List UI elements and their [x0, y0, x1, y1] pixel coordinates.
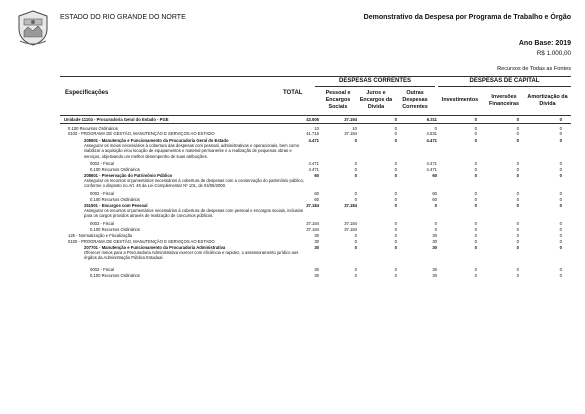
cell-interest: 0	[394, 167, 397, 172]
cell-investments: 0	[474, 131, 477, 136]
cell-financial: 0	[516, 161, 519, 166]
cell-interest: 0	[394, 203, 397, 208]
cell-personnel: 0	[354, 173, 357, 178]
cell-financial: 0	[516, 227, 519, 232]
cell-personnel: 0	[354, 239, 357, 244]
cell-personnel: 37.184	[344, 131, 357, 136]
cell-amortization: 0	[559, 173, 562, 178]
row-label: 0.100 Recursos Ordinários	[68, 126, 118, 131]
cell-other-current: 4.471	[426, 167, 437, 172]
cell-investments: 0	[474, 173, 477, 178]
cell-amortization: 0	[559, 221, 562, 226]
cell-financial: 0	[516, 245, 519, 250]
cell-amortization: 0	[559, 131, 562, 136]
cell-investments: 0	[474, 126, 477, 131]
cell-interest: 0	[394, 233, 397, 238]
cell-other-current: 30	[432, 239, 437, 244]
cell-amortization: 0	[559, 227, 562, 232]
unit-personnel: 37.194	[344, 117, 357, 122]
cell-personnel: 0	[354, 161, 357, 166]
cell-other-current: 0	[434, 126, 437, 131]
cell-amortization: 0	[559, 245, 562, 250]
report-title: Demonstrativo da Despesa por Programa de Trabalho e Órgão	[363, 14, 571, 21]
cell-personnel: 10	[352, 126, 357, 131]
cell-financial: 0	[516, 138, 519, 143]
cell-financial: 0	[516, 221, 519, 226]
cell-interest: 0	[394, 221, 397, 226]
row-label: 0.100 Recursos Ordinários	[90, 227, 140, 232]
cell-amortization: 0	[559, 167, 562, 172]
cell-investments: 0	[474, 221, 477, 226]
cell-other-current: 4.471	[426, 138, 437, 143]
group-rule-capital	[438, 86, 571, 87]
cell-other-current: 4.531	[426, 131, 437, 136]
cell-amortization: 0	[559, 273, 562, 278]
cell-investments: 0	[474, 138, 477, 143]
cell-total: 30	[314, 239, 319, 244]
cell-amortization: 0	[559, 191, 562, 196]
cell-amortization: 0	[559, 267, 562, 272]
row-label: 0002 - Fiscal	[90, 221, 114, 226]
cell-financial: 0	[516, 191, 519, 196]
group-rule-current	[315, 86, 435, 87]
cell-investments: 0	[474, 191, 477, 196]
action-description: Assegurar os meios necessários à cobertura das despesas com pessoal, administrativas e operacionais, bem como viabilizar a aquisição e/ou locação de equipamentos e material permanente e a realização de pequenas obras e serviços, objetivando um melhor desempenho de suas atribuições.	[84, 143, 300, 159]
cell-other-current: 4.471	[426, 161, 437, 166]
cell-financial: 0	[516, 197, 519, 202]
cell-personnel: 0	[354, 245, 357, 250]
cell-investments: 0	[474, 233, 477, 238]
cell-interest: 0	[394, 191, 397, 196]
cell-financial: 0	[516, 173, 519, 178]
cell-amortization: 0	[559, 203, 562, 208]
row-label: 0002 - Fiscal	[90, 161, 114, 166]
cell-total: 4.471	[308, 161, 319, 166]
row-label: 0100 - PROGRAMA DE GESTÃO, MANUTENÇÃO E SERVIÇOS AO ESTADO	[68, 131, 215, 136]
cell-financial: 0	[516, 233, 519, 238]
cell-investments: 0	[474, 273, 477, 278]
cell-interest: 0	[394, 273, 397, 278]
cell-other-current: 60	[432, 173, 437, 178]
cell-other-current: 30	[432, 267, 437, 272]
row-label: 125 - Normatização e Fiscalização	[68, 233, 133, 238]
cell-total: 60	[314, 197, 319, 202]
col-header-spec: Especificações	[65, 90, 109, 96]
unit-interest: 0	[394, 117, 397, 122]
cell-personnel: 0	[354, 191, 357, 196]
col-header-interest: Juros e Encargos da Dívida	[359, 90, 393, 110]
unit-financial: 0	[516, 117, 519, 122]
cell-personnel: 0	[354, 273, 357, 278]
unit-row-label: Unidade 11104 - Procuradoria Geral do Estado - PGE	[64, 117, 169, 122]
cell-other-current: 0	[434, 203, 437, 208]
cell-total: 30	[314, 267, 319, 272]
base-year: Ano Base: 2019	[518, 40, 571, 47]
col-header-investments: Investimentos	[441, 97, 479, 103]
cell-investments: 0	[474, 227, 477, 232]
cell-amortization: 0	[559, 233, 562, 238]
row-label: 0100 - PROGRAMA DE GESTÃO, MANUTENÇÃO E SERVIÇOS AO ESTADO	[68, 239, 215, 244]
cell-total: 60	[314, 173, 319, 178]
cell-personnel: 37.184	[344, 227, 357, 232]
action-description: Assegurar os recursos orçamentários necessários à cobertura de despesas com a conservação do patrimônio público, conforme o disposto no Art. 45 da Lei Complementar Nº 101, de 04/05/2000.	[84, 178, 304, 189]
row-label: 251501 - Encargos com Pessoal	[84, 203, 148, 208]
col-header-total: TOTAL	[283, 90, 303, 96]
table-header-bottom-rule	[60, 115, 571, 116]
cell-amortization: 0	[559, 239, 562, 244]
cell-financial: 0	[516, 167, 519, 172]
cell-financial: 0	[516, 267, 519, 272]
action-description: Assegurar os recursos orçamentários necessários à cobertura de despesas com pessoal e encargos sociais, inclusive para os cargos providos através de realização de concursos públicos.	[84, 208, 304, 219]
col-header-amortization: Amortização da Dívida	[527, 94, 568, 107]
cell-total: 4.471	[308, 167, 319, 172]
cell-other-current: 30	[432, 273, 437, 278]
unit-investments: 0	[474, 117, 477, 122]
cell-other-current: 0	[434, 227, 437, 232]
row-label: 208501 - Manutenção e Funcionamento da Procuradoria Geral do Estado	[84, 138, 229, 143]
cell-financial: 0	[516, 203, 519, 208]
cell-other-current: 60	[432, 191, 437, 196]
cell-interest: 0	[394, 197, 397, 202]
state-name: ESTADO DO RIO GRANDE DO NORTE	[60, 14, 186, 21]
row-label: 0002 - Fiscal	[90, 267, 114, 272]
cell-total: 37.184	[306, 221, 319, 226]
cell-total: 4.471	[308, 138, 319, 143]
unit-other-current: 6.311	[426, 117, 437, 122]
sources-label: Recursos de Todas as Fontes	[497, 66, 571, 72]
cell-amortization: 0	[559, 197, 562, 202]
cell-interest: 0	[394, 245, 397, 250]
group-header-capital: DESPESAS DE CAPITAL	[469, 78, 540, 84]
cell-other-current: 30	[432, 233, 437, 238]
cell-personnel: 37.184	[344, 221, 357, 226]
row-label: 208601 - Preservação do Patrimônio Público	[84, 173, 173, 178]
cell-other-current: 0	[434, 221, 437, 226]
cell-investments: 0	[474, 203, 477, 208]
cell-total: 37.184	[306, 203, 319, 208]
currency-unit: R$ 1.000,00	[536, 50, 571, 57]
row-label: 0.100 Recursos Ordinários	[90, 167, 140, 172]
cell-total: 41.715	[306, 131, 319, 136]
table-top-rule	[60, 76, 571, 77]
row-label: 207701 - Manutenção e Funcionamento da Procuradoria Administrativa	[84, 245, 226, 250]
col-header-personnel: Pessoal e Encargos Sociais	[325, 90, 351, 110]
action-description: Oferecer meios para a Procuradoria Administrativa exercer com eficiência e rapidez, o assessoramento jurídico aos órgãos da Administração Pública Estadual.	[84, 250, 299, 261]
unit-row-rule	[60, 123, 571, 124]
cell-investments: 0	[474, 267, 477, 272]
cell-interest: 0	[394, 227, 397, 232]
cell-amortization: 0	[559, 161, 562, 166]
cell-interest: 0	[394, 173, 397, 178]
cell-investments: 0	[474, 239, 477, 244]
cell-financial: 0	[516, 239, 519, 244]
cell-personnel: 0	[354, 167, 357, 172]
cell-interest: 0	[394, 131, 397, 136]
cell-other-current: 30	[432, 245, 437, 250]
cell-total: 37.184	[306, 227, 319, 232]
cell-total: 10	[314, 126, 319, 131]
row-label: 0.100 Recursos Ordinários	[90, 197, 140, 202]
cell-personnel: 37.184	[344, 203, 357, 208]
cell-financial: 0	[516, 273, 519, 278]
cell-interest: 0	[394, 138, 397, 143]
cell-other-current: 60	[432, 197, 437, 202]
cell-amortization: 0	[559, 126, 562, 131]
row-label: 0.100 Recursos Ordinários	[90, 273, 140, 278]
cell-total: 30	[314, 245, 319, 250]
cell-interest: 0	[394, 161, 397, 166]
cell-interest: 0	[394, 126, 397, 131]
col-header-other-current: Outras Despesas Correntes	[402, 90, 428, 110]
cell-total: 30	[314, 273, 319, 278]
cell-financial: 0	[516, 131, 519, 136]
cell-amortization: 0	[559, 138, 562, 143]
col-header-financial: Inversões Financeiras	[489, 94, 519, 107]
cell-investments: 0	[474, 245, 477, 250]
cell-investments: 0	[474, 161, 477, 166]
row-label: 0002 - Fiscal	[90, 191, 114, 196]
group-header-current: DESPESAS CORRENTES	[338, 78, 411, 84]
unit-total: 43.505	[306, 117, 319, 122]
cell-personnel: 0	[354, 233, 357, 238]
cell-interest: 0	[394, 267, 397, 272]
cell-personnel: 0	[354, 197, 357, 202]
cell-investments: 0	[474, 167, 477, 172]
cell-total: 30	[314, 233, 319, 238]
state-coat-of-arms-logo	[14, 9, 52, 47]
cell-interest: 0	[394, 239, 397, 244]
cell-investments: 0	[474, 197, 477, 202]
cell-total: 60	[314, 191, 319, 196]
unit-amortization: 0	[559, 117, 562, 122]
cell-financial: 0	[516, 126, 519, 131]
cell-personnel: 0	[354, 267, 357, 272]
cell-personnel: 0	[354, 138, 357, 143]
